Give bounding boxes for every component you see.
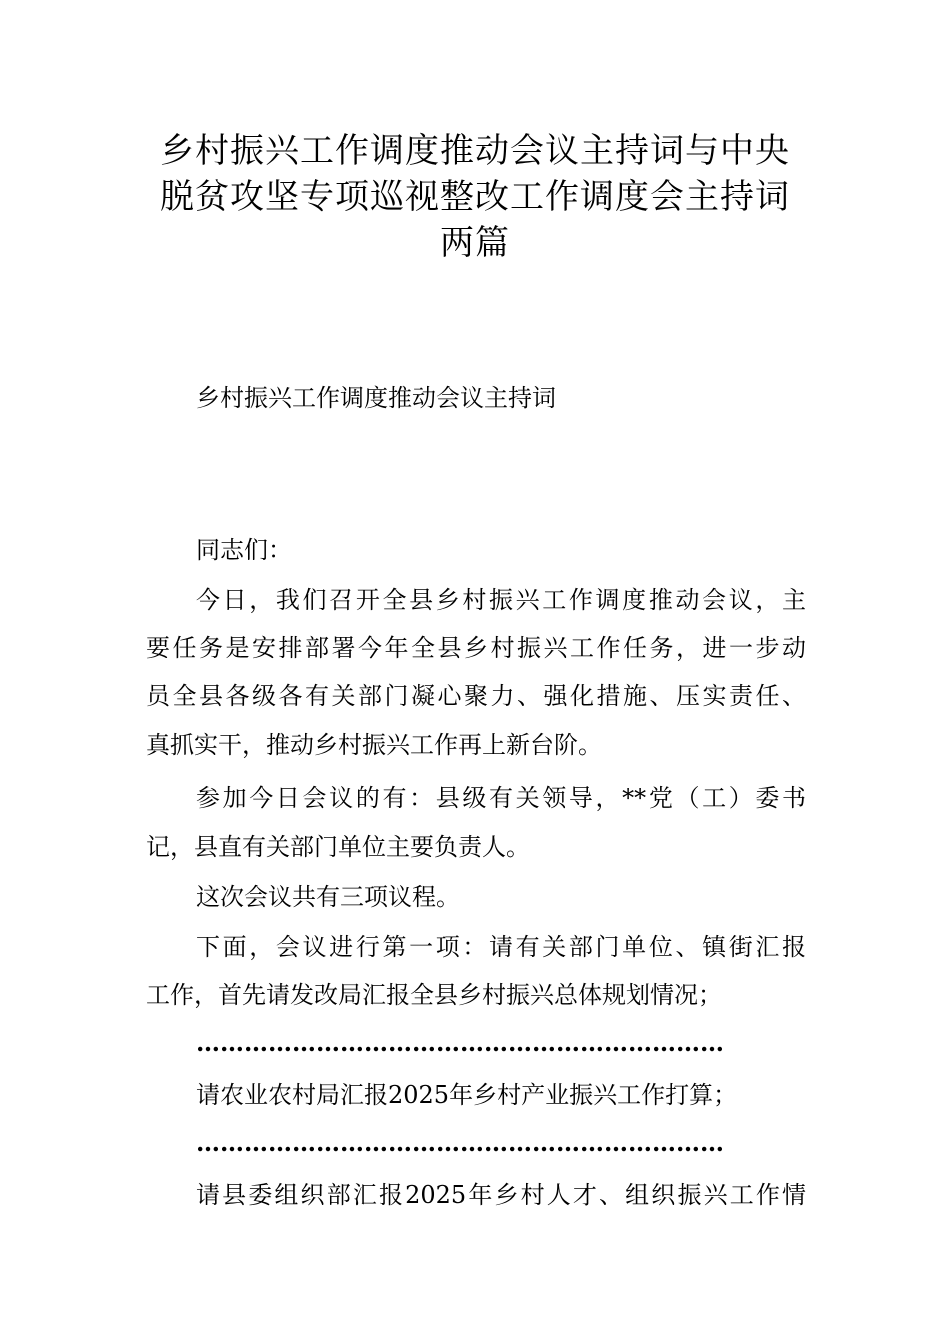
- paragraph-line: 员全县各级各有关部门凝心聚力、强化措施、压实责任、: [146, 682, 806, 710]
- paragraph-line: 记，县直有关部门单位主要负责人。: [146, 833, 530, 861]
- title-line-1: 乡村振兴工作调度推动会议主持词与中央: [160, 131, 790, 171]
- ellipsis-line: …………………………………………………………: [196, 1028, 724, 1057]
- title-line-3: 两篇: [440, 223, 510, 263]
- title-line-2: 脱贫攻坚专项巡视整改工作调度会主持词: [160, 177, 790, 217]
- salutation: 同志们：: [196, 536, 292, 564]
- paragraph-line: 请农业农村局汇报2025年乡村产业振兴工作打算；: [196, 1081, 738, 1109]
- paragraph-line: 真抓实干，推动乡村振兴工作再上新台阶。: [146, 731, 602, 759]
- paragraph-line: 今日，我们召开全县乡村振兴工作调度推动会议，主: [196, 586, 806, 614]
- paragraph-line: 参加今日会议的有：县级有关领导，**党（工）委书: [196, 784, 806, 812]
- paragraph-line: 工作，首先请发改局汇报全县乡村振兴总体规划情况；: [146, 981, 722, 1009]
- ellipsis-line: …………………………………………………………: [196, 1128, 724, 1157]
- paragraph-line: 下面，会议进行第一项：请有关部门单位、镇街汇报: [196, 933, 806, 961]
- paragraph-line: 要任务是安排部署今年全县乡村振兴工作任务，进一步动: [146, 634, 806, 662]
- section-heading: 乡村振兴工作调度推动会议主持词: [196, 384, 556, 412]
- document-title: [120, 128, 830, 266]
- paragraph-line: 这次会议共有三项议程。: [196, 883, 460, 911]
- paragraph-line: 请县委组织部汇报2025年乡村人才、组织振兴工作情: [196, 1181, 806, 1209]
